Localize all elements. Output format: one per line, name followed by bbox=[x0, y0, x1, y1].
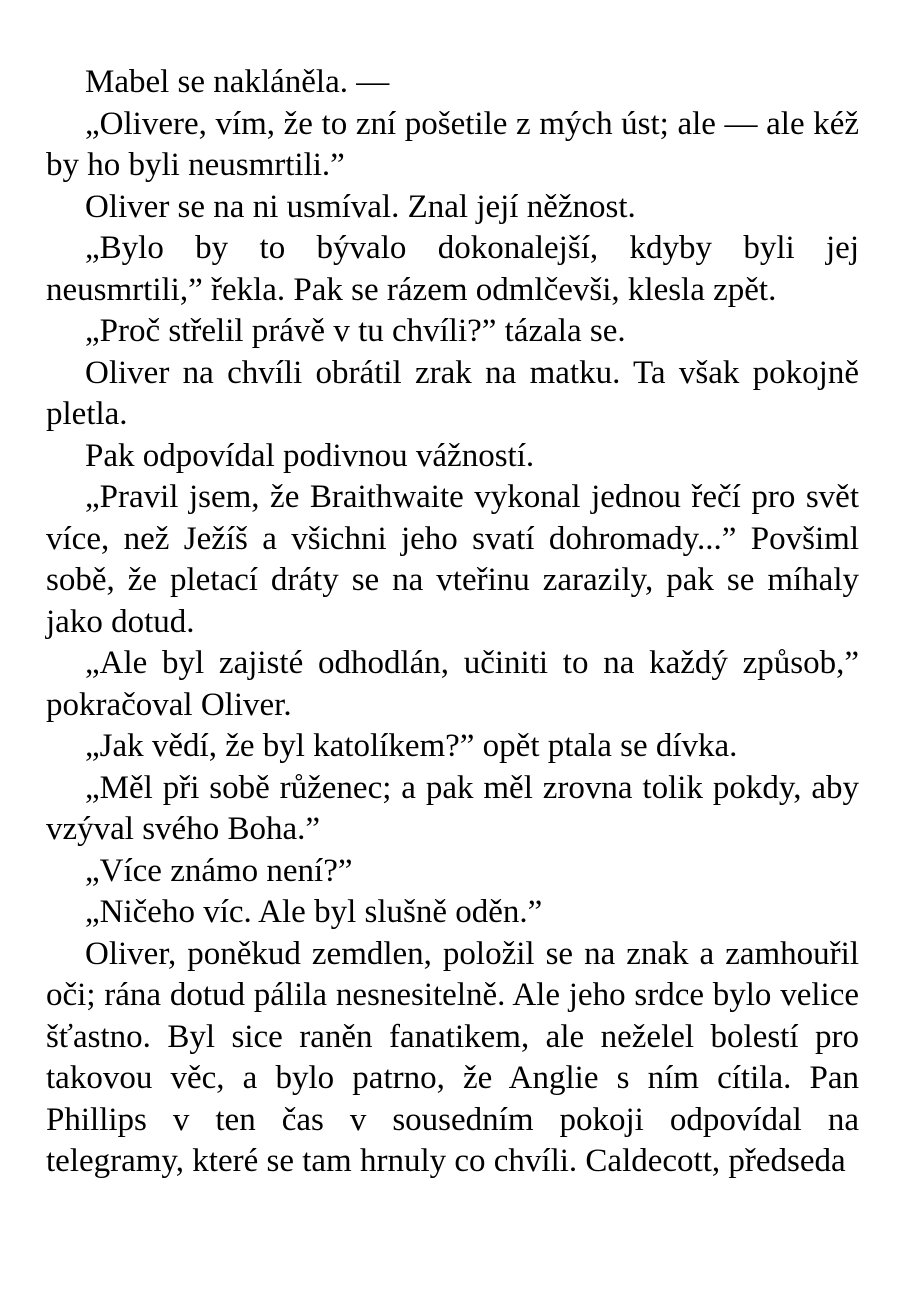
paragraph-14: Oliver, poněkud zemdlen, položil se na znak a zamhouřil oči; rána dotud pálila nesnesitelně. Ale jeho srdce bylo velice šťastno. Byl sice raněn fanatikem, ale neželel bolestí pro takovou věc, a bylo patrno, že Anglie s ním cítila. Pan Phillips v ten čas v sousedním pokoji odpovídal na telegramy, které se tam hrnuly co chvíli. Caldecott, předseda bbox=[46, 935, 859, 1179]
paragraph-1: Mabel se nakláněla. — bbox=[85, 64, 390, 100]
paragraph-3: Oliver se na ni usmíval. Znal její něžnost. bbox=[85, 188, 636, 225]
paragraph-7: Pak odpovídal podivnou vážností. bbox=[85, 437, 535, 474]
paragraph-8: „Pravil jsem, že Braithwaite vykonal jednou řečí pro svět více, než Ježíš a všichni jeho svatí dohromady...” Povšiml sobě, že pletací dráty se na vteřinu zarazily, pak se míhaly jako dotud. bbox=[46, 479, 859, 640]
paragraph-5: „Proč střelil právě v tu chvíli?” tázala se. bbox=[85, 313, 626, 349]
paragraph-10: „Jak vědí, že byl katolíkem?” opět ptala se dívka. bbox=[85, 728, 738, 764]
paragraph-9: „Ale byl zajisté odhodlán, učiniti to na každý způsob,” pokračoval Oliver. bbox=[46, 645, 859, 723]
book-page-text bbox=[46, 62, 859, 1183]
paragraph-12: „Více známo není?” bbox=[85, 852, 353, 889]
paragraph-2: „Olivere, vím, že to zní pošetile z mých úst; ale — ale kéž by ho byli neusmrtili.” bbox=[46, 105, 859, 183]
paragraph-13: „Ničeho víc. Ale byl slušně oděn.” bbox=[85, 894, 543, 930]
paragraph-4: „Bylo by to bývalo dokonalejší, kdyby byli jej neusmrtili,” řekla. Pak se rázem odmlčevši, klesla zpět. bbox=[46, 230, 859, 308]
paragraph-6: Oliver na chvíli obrátil zrak na matku. Ta však pokojně pletla. bbox=[46, 354, 859, 432]
paragraph-11: „Měl při sobě růženec; a pak měl zrovna tolik pokdy, aby vzýval svého Boha.” bbox=[46, 769, 859, 847]
